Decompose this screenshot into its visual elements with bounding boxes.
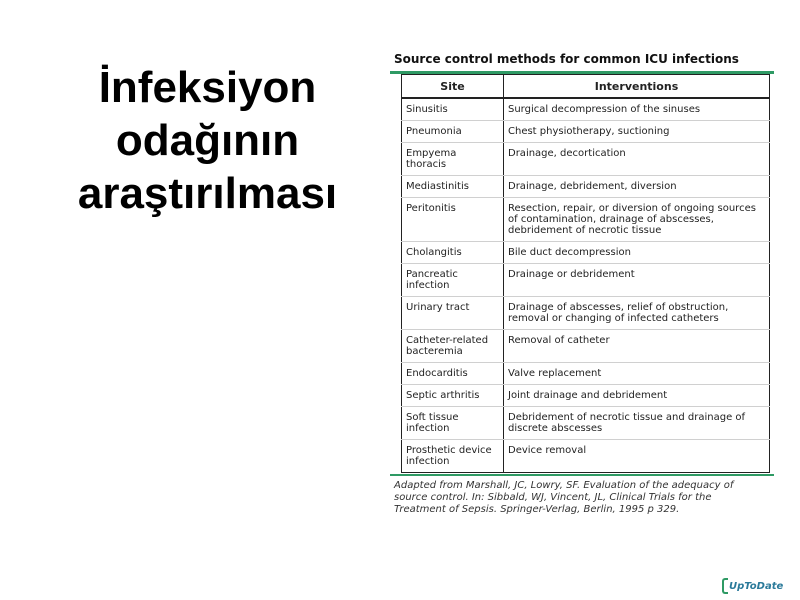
interventions-text: Drainage or debridement (508, 269, 635, 280)
interventions-text: Drainage, decortication (508, 148, 626, 159)
site-text: Septic arthritis (406, 390, 480, 401)
interventions-cell (504, 143, 770, 176)
site-cell (402, 121, 504, 143)
interventions-cell (504, 98, 770, 121)
table-row (402, 198, 770, 242)
interventions-text: discrete abscesses (508, 423, 603, 434)
source-control-table (401, 74, 770, 473)
interventions-cell (504, 176, 770, 198)
figure-divider (390, 474, 774, 476)
site-text: infection (406, 456, 450, 467)
interventions-cell (504, 385, 770, 407)
table-row (402, 385, 770, 407)
column-header-interventions: Interventions (504, 75, 770, 99)
site-cell (402, 330, 504, 363)
site-cell (402, 143, 504, 176)
site-text: Endocarditis (406, 368, 468, 379)
site-text: Peritonitis (406, 203, 456, 214)
figure-title: Source control methods for common ICU infections (390, 50, 774, 74)
uptodate-logo (722, 578, 783, 594)
site-text: Pancreatic (406, 269, 458, 280)
site-cell (402, 363, 504, 385)
site-text: Urinary tract (406, 302, 470, 313)
site-cell (402, 98, 504, 121)
interventions-text: of contamination, drainage of abscesses, (508, 214, 714, 225)
table-row (402, 98, 770, 121)
interventions-text: Surgical decompression of the sinuses (508, 104, 701, 115)
site-text: Empyema (406, 148, 457, 159)
table-body (402, 98, 770, 473)
interventions-text: Drainage of abscesses, relief of obstruction, (508, 302, 729, 313)
site-text: infection (406, 280, 450, 291)
site-cell (402, 385, 504, 407)
interventions-cell (504, 242, 770, 264)
site-cell (402, 407, 504, 440)
interventions-text: Device removal (508, 445, 587, 456)
interventions-text: Debridement of necrotic tissue and drainage of (508, 412, 746, 423)
table-row (402, 363, 770, 385)
table-row (402, 176, 770, 198)
logo-text: UpToDate (729, 580, 784, 592)
table-figure (390, 50, 774, 516)
interventions-text: debridement of necrotic tissue (508, 225, 662, 236)
site-text: Prosthetic device (406, 445, 492, 456)
interventions-cell (504, 198, 770, 242)
interventions-cell (504, 121, 770, 143)
site-text: Mediastinitis (406, 181, 469, 192)
slide-title-line: araştırılması (77, 168, 338, 218)
site-cell (402, 264, 504, 297)
site-cell (402, 198, 504, 242)
interventions-cell (504, 407, 770, 440)
table-row (402, 330, 770, 363)
interventions-text: Joint drainage and debridement (508, 390, 668, 401)
table-row (402, 242, 770, 264)
interventions-cell (504, 330, 770, 363)
site-text: thoracis (406, 159, 447, 170)
table-row (402, 121, 770, 143)
figure-citation (394, 480, 774, 516)
site-text: infection (406, 423, 450, 434)
table-row (402, 407, 770, 440)
citation-line: source control. In: Sibbald, WJ, Vincent, JL, Clinical Trials for the (394, 492, 712, 503)
site-text: bacteremia (406, 346, 463, 357)
interventions-text: Removal of catheter (508, 335, 610, 346)
slide-title (40, 62, 375, 220)
interventions-cell (504, 297, 770, 330)
table-row (402, 440, 770, 473)
interventions-text: removal or changing of infected catheters (508, 313, 719, 324)
table-row (402, 143, 770, 176)
interventions-text: Drainage, debridement, diversion (508, 181, 677, 192)
citation-line: Adapted from Marshall, JC, Lowry, SF. Evaluation of the adequacy of (394, 480, 734, 491)
site-text: Soft tissue (406, 412, 459, 423)
table-row (402, 297, 770, 330)
column-header-site: Site (402, 75, 504, 99)
site-cell (402, 297, 504, 330)
site-cell (402, 242, 504, 264)
interventions-text: Chest physiotherapy, suctioning (508, 126, 670, 137)
table-row (402, 264, 770, 297)
interventions-text: Valve replacement (508, 368, 602, 379)
interventions-cell (504, 440, 770, 473)
site-text: Cholangitis (406, 247, 462, 258)
table-header-row (402, 75, 770, 99)
site-text: Sinusitis (406, 104, 448, 115)
site-text: Catheter-related (406, 335, 489, 346)
slide-title-line: odağının (115, 115, 300, 165)
interventions-cell (504, 264, 770, 297)
interventions-text: Bile duct decompression (508, 247, 631, 258)
citation-line: Treatment of Sepsis. Springer-Verlag, Berlin, 1995 p 329. (394, 504, 680, 515)
logo-bracket-icon (722, 578, 728, 594)
site-cell (402, 440, 504, 473)
interventions-text: Resection, repair, or diversion of ongoing sources (508, 203, 756, 214)
interventions-cell (504, 363, 770, 385)
site-cell (402, 176, 504, 198)
slide-title-line: İnfeksiyon (98, 63, 317, 112)
site-text: Pneumonia (406, 126, 462, 137)
